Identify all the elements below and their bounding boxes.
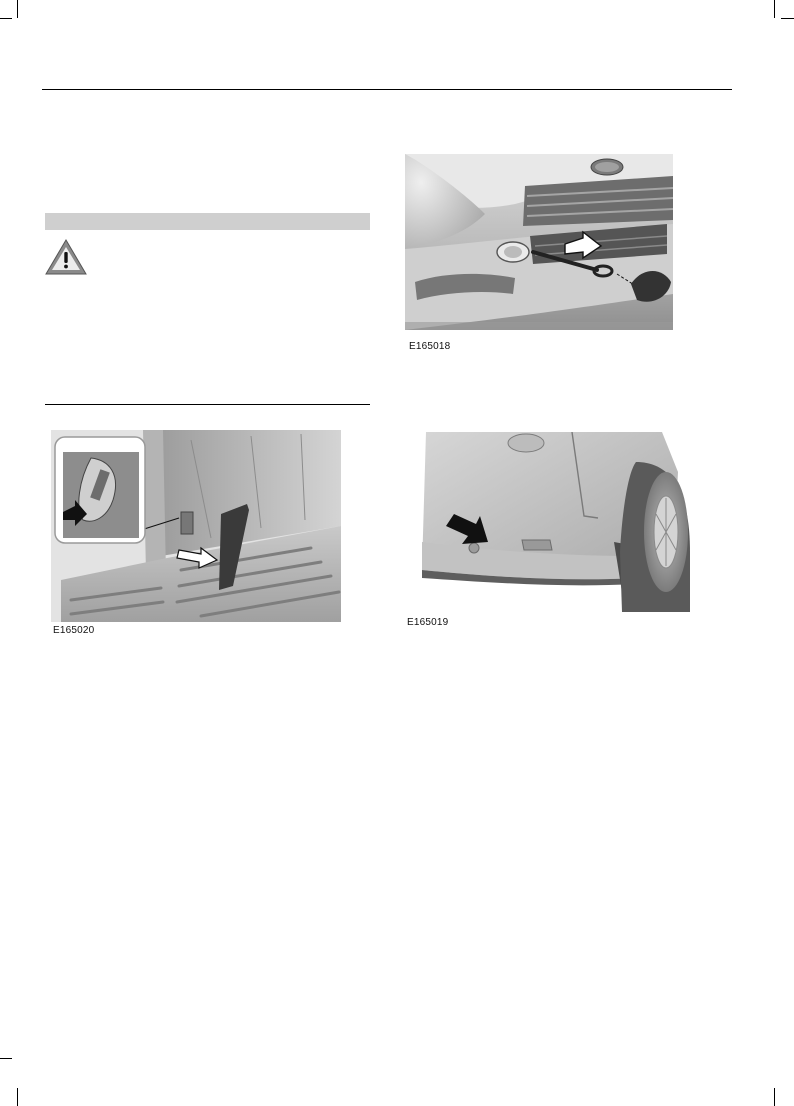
crop-mark-top-right-h (781, 18, 794, 19)
figure-rear-tow-cover (422, 432, 690, 612)
figure-caption: E165020 (53, 625, 95, 636)
crop-mark-bottom-left-v (17, 1088, 18, 1106)
crop-mark-top-right-v (774, 0, 775, 18)
crop-mark-bottom-right-v (774, 1088, 775, 1106)
crop-mark-bottom-left-h (0, 1058, 12, 1059)
figure-caption: E165018 (409, 341, 451, 352)
section-rule (45, 404, 370, 405)
warning-header-bar (45, 213, 370, 230)
warning-triangle-icon (44, 238, 88, 276)
figure-front-tow-eye (405, 154, 673, 330)
figure-caption: E165019 (407, 617, 449, 628)
crop-mark-top-left-v (17, 0, 18, 18)
crop-mark-top-left-h (0, 18, 12, 19)
figure-cargo-area (51, 430, 341, 622)
header-rule (42, 89, 732, 90)
